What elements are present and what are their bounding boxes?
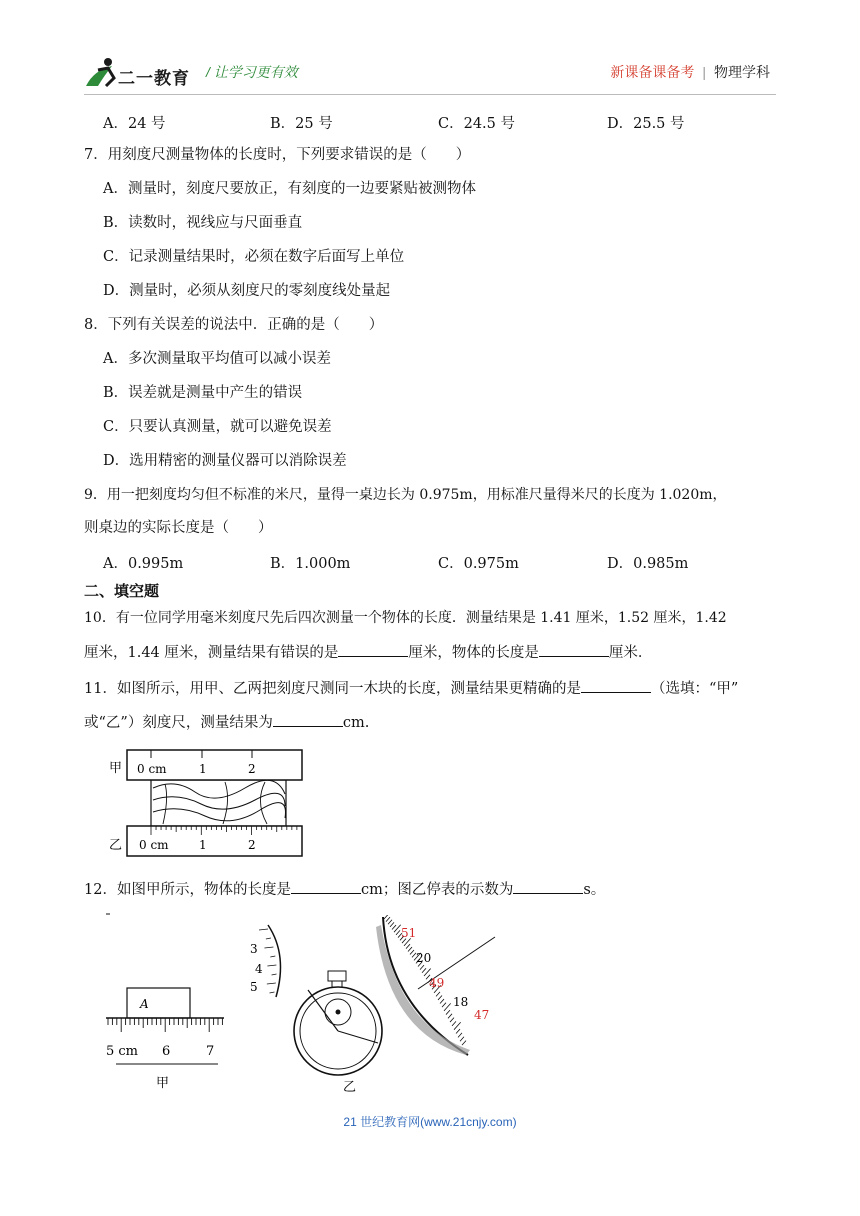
- q7-option-d: D．测量时，必须从刻度尺的零刻度线处量起: [103, 283, 391, 299]
- small-dial-label-5: 5: [250, 980, 258, 994]
- ruler-tick-label-5: 5 cm: [106, 1044, 139, 1059]
- q12-text-a: 12．如图甲所示，物体的长度是: [84, 882, 291, 898]
- tick-mark: [270, 956, 275, 957]
- q6-option-a: A．24 号: [103, 116, 166, 132]
- slogan: / 让学习更有效: [206, 64, 298, 80]
- ruler-tick-label-6: 6: [162, 1044, 171, 1059]
- tick-mark: [462, 1041, 466, 1045]
- q7-option-a: A．测量时，刻度尺要放正，有刻度的一边要紧贴被测物体: [103, 181, 476, 197]
- tick-mark: [396, 930, 400, 934]
- tick-mark: [456, 1029, 460, 1033]
- caption-a: 甲: [156, 1076, 170, 1091]
- figure-ruler-block: [100, 912, 240, 1092]
- q11-text-a: 11．如图所示，用甲、乙两把刻度尺测同一木块的长度，测量结果更精确的是: [84, 681, 581, 697]
- ruler-b-label: 乙: [109, 838, 123, 853]
- tick-mark: [390, 922, 394, 926]
- big-dial-label-18: 18: [453, 995, 469, 1009]
- tick-mark: [264, 947, 273, 948]
- header-course: 新课备课备考: [610, 64, 695, 80]
- block-a-label: A: [140, 997, 149, 1011]
- tick-mark: [440, 999, 444, 1003]
- tick-mark: [388, 920, 392, 924]
- q9-stem-line2: 则桌边的实际长度是（ ）: [84, 520, 273, 536]
- q11-blank-1[interactable]: [581, 677, 651, 693]
- ruler-tick-label-7: 7: [206, 1044, 215, 1059]
- q8-option-d: D．选用精密的测量仪器可以消除误差: [103, 453, 347, 469]
- big-dial-label-20: 20: [416, 951, 432, 965]
- q7-option-b: B．读数时，视线应与尺面垂直: [103, 215, 303, 231]
- tick-mark: [452, 1021, 456, 1025]
- q8-option-b: B．误差就是测量中产生的错误: [103, 385, 303, 401]
- q11-text-c: 或“乙”）刻度尺，测量结果为: [84, 715, 273, 731]
- q12-text-b: cm；图乙停表的示数为: [360, 882, 514, 898]
- tick-mark: [442, 1003, 446, 1007]
- tick-mark: [458, 1033, 462, 1037]
- q6-option-d: D．25.5 号: [607, 116, 685, 132]
- q12-text-c: s。: [583, 882, 606, 898]
- q7-option-c: C．记录测量结果时，必须在数字后面写上单位: [103, 249, 405, 265]
- q11-line1: [84, 677, 738, 699]
- header-right: [610, 62, 770, 82]
- tick-mark: [267, 983, 276, 984]
- header-divider: [84, 94, 776, 95]
- tick-mark: [392, 925, 396, 929]
- page-header: [0, 0, 860, 95]
- tick-mark: [406, 944, 410, 948]
- logo-text: 二一教育: [118, 69, 190, 88]
- q10-text-c: 厘米．: [608, 645, 653, 661]
- tick-mark: [450, 1018, 454, 1022]
- tick-mark: [448, 1014, 452, 1018]
- tick-mark: [386, 917, 390, 921]
- q8-option-c: C．只要认真测量，就可以避免误差: [103, 419, 332, 435]
- tick-mark: [267, 965, 276, 966]
- ruler-b-tick-1: 1: [199, 838, 207, 852]
- figure-stopwatch: [238, 915, 508, 1097]
- tick-mark: [454, 1022, 461, 1029]
- q9-option-b: B．1.000m: [270, 556, 351, 572]
- q9-option-c: C．0.975m: [438, 556, 519, 572]
- tick-mark: [269, 992, 274, 993]
- tick-mark: [444, 1003, 451, 1010]
- q6-option-b: B．25 号: [270, 116, 333, 132]
- q9-option-a: A．0.995m: [103, 556, 184, 572]
- tick-mark: [259, 929, 268, 930]
- header-separator: |: [702, 64, 706, 80]
- q9-stem-line1: 9．用一把刻度均匀但不标准的米尺，量得一桌边长为 0.975m，用标准尺量得米尺的长度为 1.020m，: [84, 487, 727, 503]
- q11-blank-2[interactable]: [273, 711, 343, 727]
- q12-line: [84, 878, 605, 900]
- q7-stem: 7．用刻度尺测量物体的长度时，下列要求错误的是（ ）: [84, 147, 471, 163]
- q11-text-b: （选填：“甲”: [650, 681, 739, 697]
- big-dial-label-49: 49: [429, 976, 445, 990]
- small-dial-arc: [268, 925, 281, 997]
- stopwatch-crown: [328, 971, 346, 981]
- tick-mark: [438, 995, 442, 999]
- tick-mark: [408, 947, 412, 951]
- q12-blank-1[interactable]: [291, 878, 361, 894]
- q11-text-d: cm.: [342, 715, 370, 731]
- tick-mark: [420, 965, 424, 969]
- ruler-a-tick-1: 1: [199, 762, 207, 776]
- caption-b: 乙: [343, 1080, 357, 1095]
- tick-mark: [436, 992, 440, 996]
- q10-text-a: 厘米，1.44 厘米，测量结果有错误的是: [84, 645, 339, 661]
- ruler-b-tick-0: 0 cm: [139, 838, 169, 852]
- tick-mark: [422, 968, 426, 972]
- q8-option-a: A．多次测量取平均值可以减小误差: [103, 351, 331, 367]
- wood-block: [151, 780, 286, 826]
- tick-mark: [460, 1037, 464, 1041]
- block-a: [127, 988, 190, 1018]
- figure-two-rulers: [105, 748, 305, 860]
- q6-option-c: C．24.5 号: [438, 116, 515, 132]
- tick-mark: [272, 974, 277, 975]
- small-dial-ticks: [259, 929, 277, 993]
- big-dial-label-51: 51: [401, 926, 417, 940]
- q9-option-d: D．0.985m: [607, 556, 689, 572]
- small-dial-label-4: 4: [255, 962, 263, 976]
- q10-blank-2[interactable]: [539, 641, 609, 657]
- q10-text-b: 厘米，物体的长度是: [408, 645, 539, 661]
- q11-line2: [84, 711, 369, 733]
- q10-line1: 10．有一位同学用毫米刻度尺先后四次测量一个物体的长度．测量结果是 1.41 厘米，1.52 厘米，1.42: [84, 610, 727, 626]
- header-subject: 物理学科: [714, 64, 770, 80]
- ruler-b-tick-2: 2: [248, 838, 256, 852]
- small-dial-label-3: 3: [250, 942, 258, 956]
- ruler-a-label: 甲: [109, 761, 123, 776]
- q10-line2: [84, 641, 652, 663]
- q10-blank-1[interactable]: [338, 641, 408, 657]
- ruler-a-tick-0: 0 cm: [137, 762, 167, 776]
- big-dial-label-47: 47: [474, 1008, 490, 1022]
- q12-blank-2[interactable]: [513, 878, 583, 894]
- page-footer: 21 世纪教育网(www.21cnjy.com): [343, 1115, 517, 1129]
- tick-mark: [266, 938, 271, 939]
- ruler-ticks: [108, 1018, 222, 1032]
- ruler-a-tick-2: 2: [248, 762, 256, 776]
- section-title-fill-blank: 二、填空题: [84, 582, 160, 600]
- tick-mark: [446, 1010, 450, 1014]
- q8-stem: 8．下列有关误差的说法中．正确的是（ ）: [84, 317, 384, 333]
- tick-mark: [410, 950, 414, 954]
